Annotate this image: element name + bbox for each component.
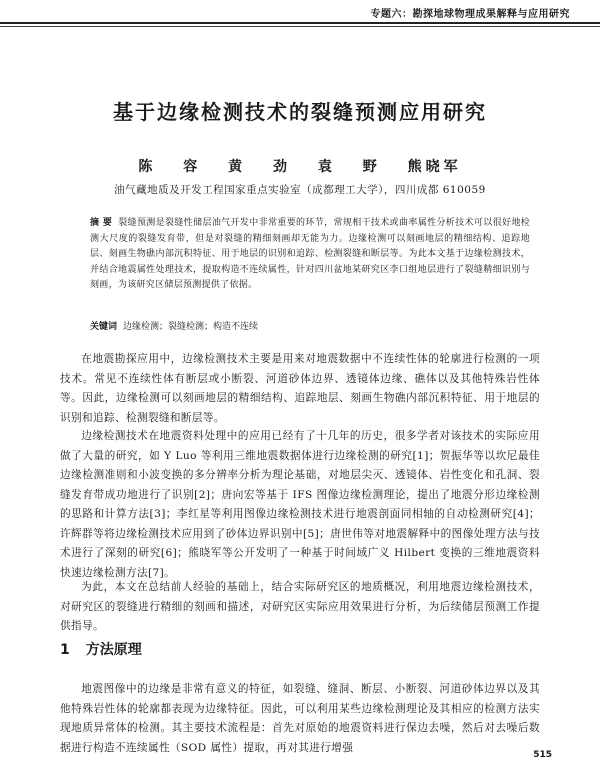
body-paragraph-3 <box>60 578 540 637</box>
paper-title: 基于边缘检测技术的裂缝预测应用研究 <box>113 100 487 124</box>
page-number: 515 <box>533 750 552 760</box>
paragraph-text: 边缘检测技术在地震资料处理中的应用已经有了十几年的历史，很多学者对该技术的实际应用做了大量的研究，如 Y Luo 等利用三维地震数据体进行边缘检测的研究[1]；贺振华等以坎尼最佳边缘检测准则和小波变换的多分辨率分析为理论基础，对地层尖灭、透镜体、岩性变化和孔洞、裂缝发育带成功地进行了识别[2]；唐向宏等基于 IFS 图像边缘检测理论，提出了地震分形边缘检测的思路和计算方法[3]；李红星等利用图像边缘检测技术进行地震剖面同相轴的自动检测研究[4]；许辉群等将边缘检测技术应用到了砂体边界识别中[5]；唐世伟等对地震解释中的图像处理方法与技术进行了深刻的研究[6]；熊晓军等公开发明了一种基于时间域广义 Hilbert 变换的三维地震资料快速边缘检测方法[7]。 <box>60 430 540 579</box>
author-list: 陈 容 黄 劲 袁 野 熊晓军 <box>138 159 462 175</box>
affiliation: 油气藏地质及开发工程国家重点实验室（成都理工大学），四川成都 610059 <box>114 184 486 196</box>
section-number: 1 <box>60 642 70 658</box>
keywords <box>90 320 530 334</box>
header-rule-thin <box>0 26 600 27</box>
keywords-label: 关键词 <box>90 322 118 332</box>
paragraph-text: 在地震勘探应用中，边缘检测技术主要是用来对地震数据中不连续性体的轮廓进行检测的一项技术。常见不连续性体有断层或小断裂、河道砂体边界、透镜体边缘、礁体以及其他特殊岩性体等。因此，边缘检测可以刻画地层的精细结构、追踪地层、刻画生物礁内部沉积特征、用于地层的识别和追踪、检测裂缝和断层等。 <box>60 353 540 424</box>
running-head: 专题六：勘探地球物理成果解释与应用研究 <box>370 9 570 20</box>
section-title: 方法原理 <box>85 642 142 658</box>
abstract <box>90 216 530 294</box>
header-rule <box>0 22 600 24</box>
section-heading <box>60 639 142 659</box>
abstract-label: 摘 要 <box>90 218 113 228</box>
paragraph-text: 地震图像中的边缘是非常有意义的特征，如裂缝、缝洞、断层、小断裂、河道砂体边界以及其他特殊岩性体的轮廓都表现为边缘特征。因此，可以利用某些边缘检测理论及其相应的检测方法实现地质异常体的检测。其主要技术流程是：首先对原始的地震资料进行保边去噪，然后对去噪后数据进行构造不连续属性（SOD 属性）提取，再对其进行增强 <box>60 683 540 754</box>
body-paragraph-4 <box>60 680 540 758</box>
body-paragraph-2 <box>60 427 540 583</box>
paragraph-text: 为此，本文在总结前人经验的基础上，结合实际研究区的地质概况，利用地震边缘检测技术，对研究区的裂缝进行精细的刻画和描述，对研究区实际应用效果进行分析，为后续储层预测工作提供指导。 <box>60 581 540 632</box>
abstract-text: 裂缝预测是裂缝性储层油气开发中非常重要的环节，常规相干技术或曲率属性分析技术可以很好地检测大尺度的裂缝发育带，但是对裂缝的精细刻画却无能为力。边缘检测可以刻画地层的精细结构、追踪地层、刻画生物礁内部沉积特征、用于地层的识别和追踪、检测裂缝和断层等。为此本文基于边缘检测技术，并结合地震属性处理技术，提取构造不连续属性，针对四川盆地某研究区李口组地层进行了裂缝精细识别与刻画，为该研究区储层预测提供了依据。 <box>90 218 530 290</box>
body-paragraph-1 <box>60 350 540 428</box>
keywords-text: 边缘检测；裂缝检测；构造不连续 <box>123 322 259 332</box>
